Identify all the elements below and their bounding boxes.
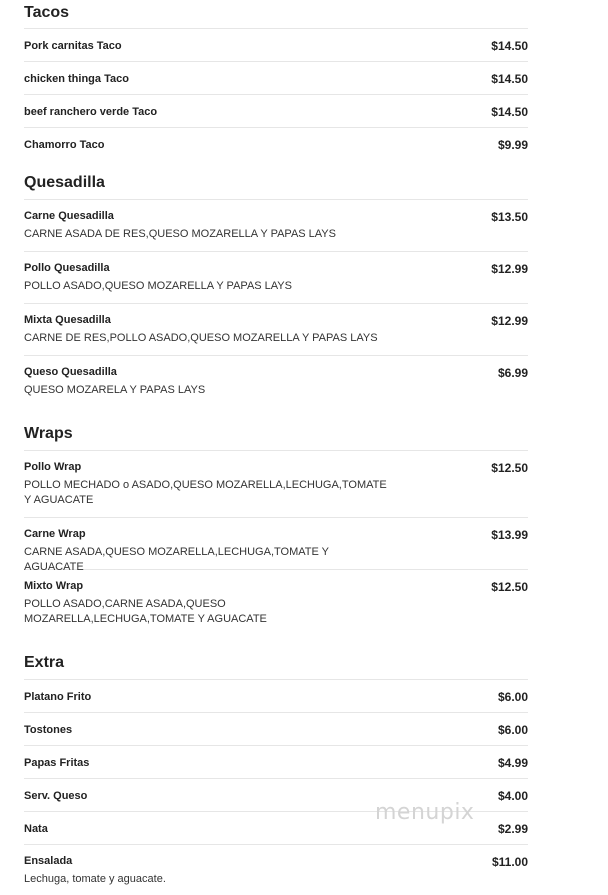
menu-item <box>24 95 528 128</box>
menu <box>24 0 528 889</box>
item-description: CARNE ASADA DE RES,QUESO MOZARELLA Y PAPAS LAYS <box>24 228 336 240</box>
section-tacos <box>24 0 528 162</box>
item-name: Ensalada <box>24 855 73 867</box>
item-name: Pollo Wrap <box>24 461 82 473</box>
item-description: QUESO MOZARELA Y PAPAS LAYS <box>24 384 206 396</box>
item-price: $6.99 <box>497 366 528 380</box>
item-name: Queso Quesadilla <box>24 366 117 378</box>
item-name: Pollo Quesadilla <box>24 262 110 274</box>
menu-item <box>24 356 528 412</box>
section-title: Extra <box>24 647 528 680</box>
item-name: Tostones <box>24 724 73 736</box>
item-name: Mixta Quesadilla <box>24 314 111 326</box>
item-name: beef ranchero verde Taco <box>24 106 158 118</box>
item-price: $14.50 <box>491 72 528 86</box>
menu-item <box>24 713 528 746</box>
section-title: Wraps <box>24 418 528 451</box>
menu-item <box>24 680 528 713</box>
item-price: $9.99 <box>497 138 528 152</box>
menu-item <box>24 304 528 356</box>
menu-item <box>24 451 528 518</box>
watermark-logo: menupix <box>375 800 475 825</box>
menu-item <box>24 518 528 573</box>
section-title: Tacos <box>24 0 528 29</box>
item-price: $11.00 <box>491 855 528 869</box>
item-name: Chamorro Taco <box>24 139 105 151</box>
item-description: Lechuga, tomate y aguacate. <box>24 873 166 885</box>
menu-item <box>24 29 528 62</box>
item-description: POLLO ASADO,QUESO MOZARELLA Y PAPAS LAYS <box>24 280 292 292</box>
menu-item <box>24 252 528 304</box>
item-price: $6.00 <box>497 723 528 737</box>
menu-item <box>24 746 528 779</box>
item-price: $2.99 <box>497 822 528 836</box>
menu-item <box>24 128 528 162</box>
item-name: Platano Frito <box>24 691 92 703</box>
menu-item <box>24 200 528 252</box>
section-title: Quesadilla <box>24 167 528 200</box>
item-name: Papas Fritas <box>24 757 90 769</box>
item-price: $4.99 <box>497 756 528 770</box>
item-description: CARNE ASADA,QUESO MOZARELLA,LECHUGA,TOMATE Y AGUACATE <box>24 546 329 573</box>
item-name: Carne Quesadilla <box>24 210 114 222</box>
item-price: $14.50 <box>491 105 528 119</box>
item-price: $12.99 <box>491 262 528 276</box>
item-price: $14.50 <box>491 39 528 53</box>
item-name: Serv. Queso <box>24 790 88 802</box>
item-price: $12.99 <box>491 314 528 328</box>
item-description: POLLO MECHADO o ASADO,QUESO MOZARELLA,LECHUGA,TOMATE Y AGUACATE <box>24 479 387 506</box>
item-price: $13.50 <box>491 210 528 224</box>
menu-item <box>24 570 528 641</box>
menu-item <box>24 845 528 889</box>
section-quesadilla <box>24 167 528 412</box>
item-price: $12.50 <box>491 580 528 594</box>
item-price: $6.00 <box>497 690 528 704</box>
item-description: POLLO ASADO,CARNE ASADA,QUESO MOZARELLA,LECHUGA,TOMATE Y AGUACATE <box>24 598 267 625</box>
section-wraps <box>24 418 528 641</box>
item-name: Nata <box>24 823 48 835</box>
item-name: Carne Wrap <box>24 528 86 540</box>
item-description: CARNE DE RES,POLLO ASADO,QUESO MOZARELLA Y PAPAS LAYS <box>24 332 378 344</box>
item-price: $13.99 <box>491 528 528 542</box>
menu-item <box>24 62 528 95</box>
item-price: $12.50 <box>491 461 528 475</box>
item-name: Pork carnitas Taco <box>24 40 122 52</box>
item-price: $4.00 <box>497 789 528 803</box>
section-extra <box>24 647 528 889</box>
item-name: Mixto Wrap <box>24 580 84 592</box>
item-name: chicken thinga Taco <box>24 73 129 85</box>
